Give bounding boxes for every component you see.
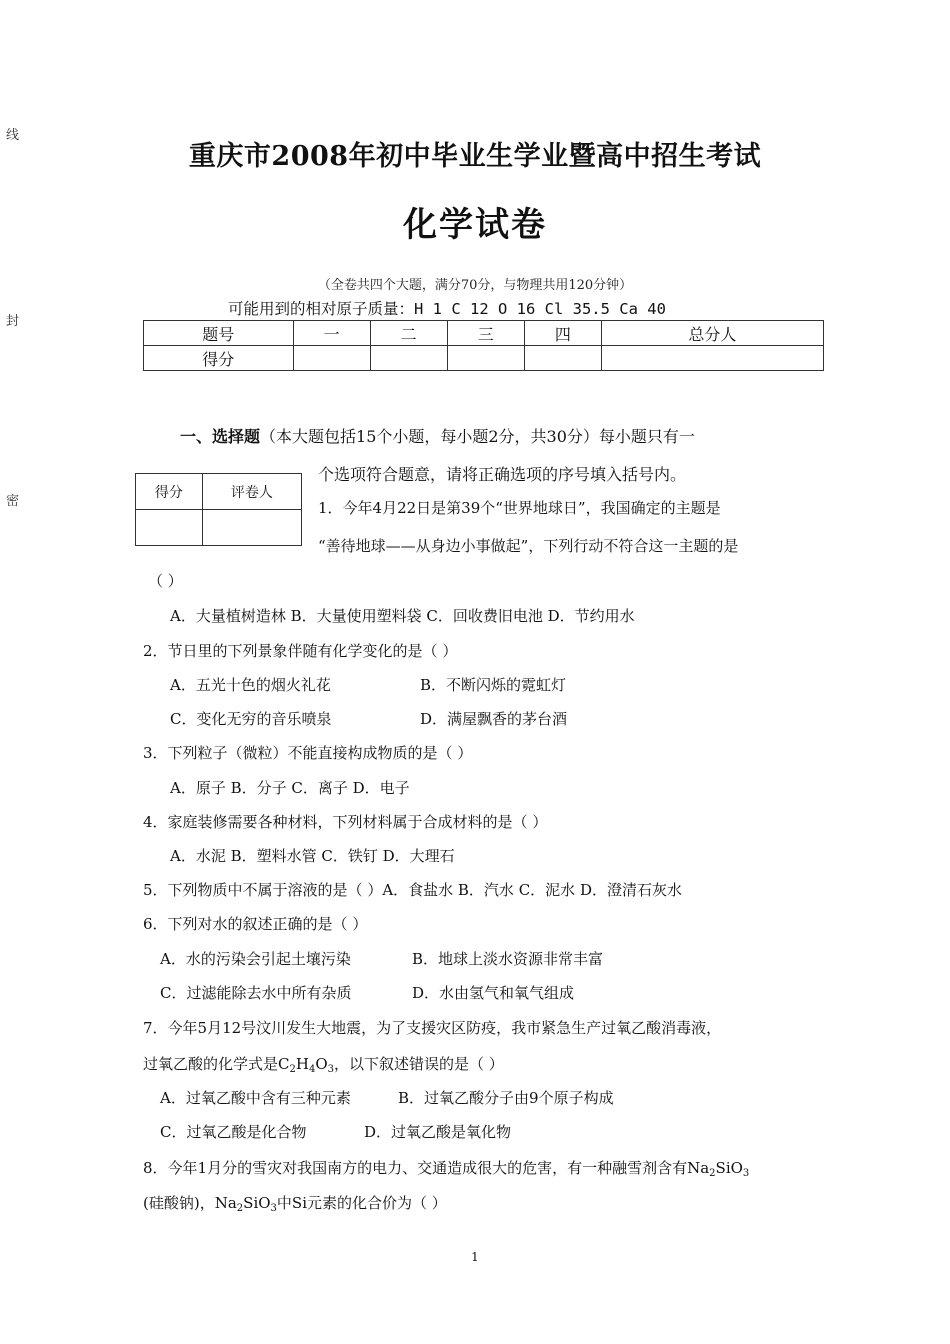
q3-stem: 3．下列粒子（微粒）不能直接构成物质的是（ ） — [143, 744, 473, 762]
q7-line1: 7．今年5月12号汶川发生大地震，为了支援灾区防疫，我市紧急生产过氧乙酸消毒液， — [143, 1019, 722, 1037]
margin-mark-line: 线 — [6, 128, 20, 143]
formula-element: Na — [214, 1194, 237, 1212]
formula-subscript: 3 — [742, 1168, 750, 1179]
section1-desc: （本大题包括15个小题，每小题2分，共30分）每小题只有一 — [260, 427, 695, 446]
score-table-cell — [447, 346, 524, 371]
margin-mark-secret: 密 — [6, 494, 20, 509]
q8-line2-post: 中Si元素的化合价为（ ） — [276, 1194, 447, 1212]
q7-line2-post: ，以下叙述错误的是（ ） — [334, 1055, 504, 1073]
q2-stem: 2．节日里的下列景象伴随有化学变化的是（ ） — [143, 642, 458, 660]
formula-element: O — [315, 1055, 328, 1073]
formula-peracetic-acid — [278, 1055, 334, 1073]
q7-line2-pre: 过氧乙酸的化学式是 — [143, 1055, 279, 1073]
section1-heading: 一、选择题 — [180, 427, 261, 446]
q2-option-a: A．五光十色的烟火礼花 — [170, 676, 331, 694]
q2-option-b: B．不断闪烁的霓虹灯 — [420, 676, 567, 694]
score-table-score-row — [144, 346, 824, 371]
grader-box — [135, 473, 302, 546]
q8-line1-text: 8．今年1月分的雪灾对我国南方的电力、交通造成很大的危害，有一种融雪剂含有 — [143, 1159, 688, 1177]
q1-line2: “善待地球——从身边小事做起”，下列行动不符合这一主题的是 — [318, 537, 739, 555]
formula-subscript: 3 — [327, 1064, 335, 1075]
q2-option-c: C．变化无穷的音乐喷泉 — [170, 710, 332, 728]
q7-option-d: D．过氧乙酸是氧化物 — [364, 1123, 512, 1141]
page-number: 1 — [471, 1250, 479, 1264]
formula-subscript: 2 — [289, 1064, 296, 1075]
score-table-cell: 二 — [370, 321, 447, 346]
exam-note: （全卷共四个大题，满分70分，与物理共用120分钟） — [317, 278, 633, 293]
q2-option-d: D．满屋飘香的茅台酒 — [420, 710, 568, 728]
score-table-cell: 总分人 — [601, 321, 823, 346]
score-table-cell: 得分 — [144, 346, 294, 371]
score-table-cell: 一 — [293, 321, 370, 346]
formula-subscript: 4 — [308, 1064, 316, 1075]
grader-name-label: 评卷人 — [202, 474, 301, 510]
score-table-cell: 三 — [447, 321, 524, 346]
q1-options: A．大量植树造林 B．大量使用塑料袋 C．回收费旧电池 D．节约用水 — [170, 607, 635, 625]
q6-option-c: C．过滤能除去水中所有杂质 — [160, 984, 352, 1002]
q8-line2-pre: (硅酸钠)， — [143, 1194, 215, 1212]
q8-line1 — [143, 1157, 749, 1179]
formula-element: Na — [687, 1159, 710, 1177]
score-table-cell — [370, 346, 447, 371]
formula-element: C — [278, 1055, 290, 1073]
section1-heading-line — [180, 424, 695, 447]
q6-option-b: B．地球上淡水资源非常丰富 — [412, 950, 604, 968]
formula-sodium-silicate — [687, 1159, 749, 1177]
section1-desc-line2: 个选项符合题意，请将正确选项的序号填入括号内。 — [318, 465, 687, 484]
formula-subscript: 3 — [270, 1203, 277, 1214]
q7-line2 — [143, 1053, 504, 1075]
q4-stem: 4．家庭装修需要各种材料，下列材料属于合成材料的是（ ） — [143, 813, 548, 831]
q7-option-c: C．过氧乙酸是化合物 — [160, 1123, 307, 1141]
grader-name-cell — [202, 510, 301, 546]
score-table-cell — [293, 346, 370, 371]
margin-mark-seal: 封 — [6, 314, 20, 329]
score-table-cell — [524, 346, 601, 371]
q1-line3: （ ） — [148, 572, 183, 590]
formula-element: H — [295, 1055, 309, 1073]
exam-title: 重庆市2008年初中毕业生学业暨高中招生考试 — [188, 141, 762, 172]
q6-stem: 6．下列对水的叙述正确的是（ ） — [143, 915, 368, 933]
score-table-cell: 题号 — [144, 321, 294, 346]
grader-score-label: 得分 — [136, 474, 203, 510]
score-table-header-row — [144, 321, 824, 346]
score-table-cell — [601, 346, 823, 371]
score-table — [143, 320, 824, 371]
formula-sodium-silicate — [215, 1194, 277, 1212]
q8-line2 — [143, 1192, 447, 1214]
score-table-cell: 四 — [524, 321, 601, 346]
q5-stem: 5．下列物质中不属于溶液的是（ ）A．食盐水 B．汽水 C．泥水 D．澄清石灰水 — [143, 881, 682, 899]
formula-element: SiO — [243, 1194, 271, 1212]
atomic-masses: 可能用到的相对原子质量：H 1 C 12 O 16 Cl 35.5 Ca 40 — [228, 300, 666, 318]
formula-subscript: 2 — [236, 1203, 244, 1214]
grader-score-cell — [136, 510, 203, 546]
exam-subtitle: 化学试卷 — [403, 205, 547, 245]
q6-option-d: D．水由氢气和氧气组成 — [412, 984, 575, 1002]
q7-option-b: B．过氧乙酸分子由9个原子构成 — [398, 1089, 614, 1107]
q3-options: A．原子 B．分子 C．离子 D．电子 — [170, 779, 410, 797]
q7-option-a: A．过氧乙酸中含有三种元素 — [160, 1089, 351, 1107]
q4-options: A．水泥 B．塑料水管 C．铁钉 D．大理石 — [170, 847, 455, 865]
q6-option-a: A．水的污染会引起土壤污染 — [160, 950, 351, 968]
formula-element: SiO — [715, 1159, 743, 1177]
formula-subscript: 2 — [709, 1168, 716, 1179]
q1-line1: 1．今年4月22日是第39个“世界地球日”，我国确定的主题是 — [318, 499, 721, 517]
